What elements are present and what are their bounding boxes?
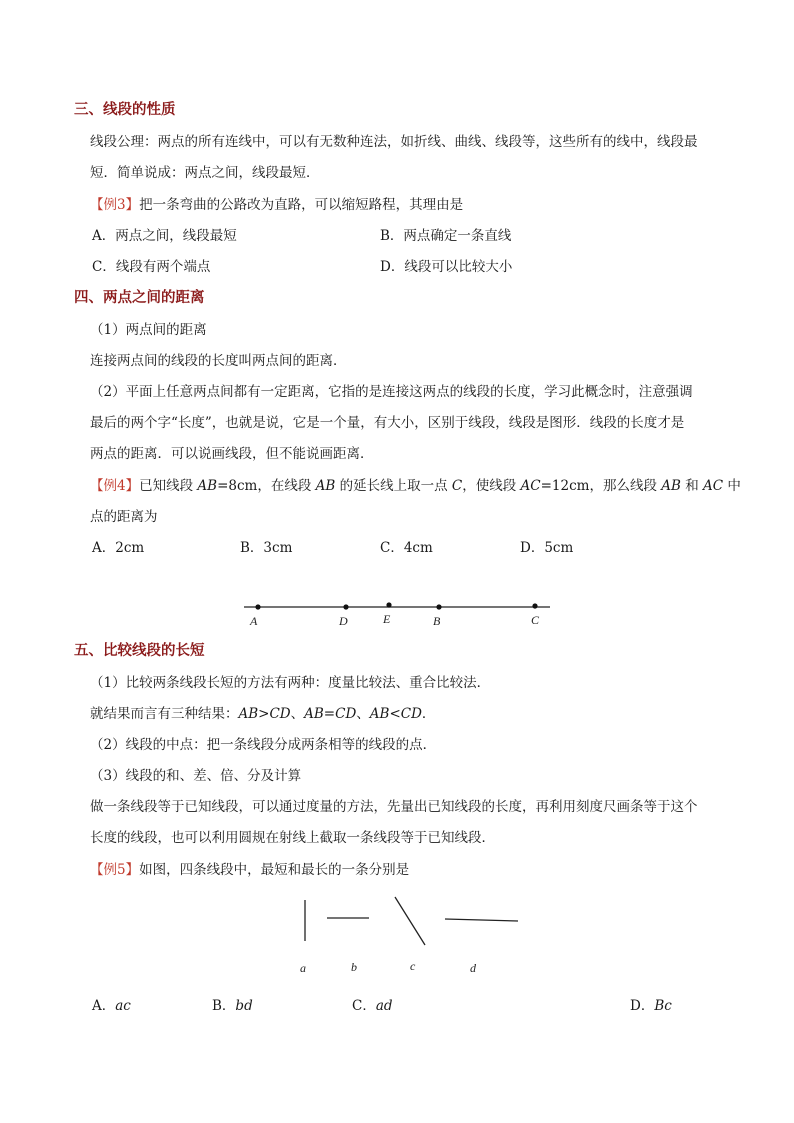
section-5-item-2-text: （2）线段的中点：把一条线段分成两条相等的线段的点． [90, 737, 437, 753]
example-4-question-line-1 [90, 476, 741, 496]
option-prefix: C． [352, 998, 376, 1014]
section-4-item-2-line-1: （2）平面上任意两点间都有一定距离，它指的是连接这两点的线段的长度，学习此概念时，注意强调 [90, 384, 693, 400]
section-4-item-1-text: 连接两点间的线段的长度叫两点间的距离． [90, 353, 347, 369]
example-3-option-d: D．线段可以比较大小 [380, 259, 513, 275]
point-b [436, 604, 441, 609]
point-d [343, 604, 348, 609]
q-var: AB [661, 478, 681, 494]
q-var: AC [520, 478, 541, 494]
point-e [386, 602, 391, 607]
example-3-option-b: B．两点确定一条直线 [380, 228, 512, 244]
q-text: 中 [723, 478, 741, 494]
option-value: ad [375, 998, 393, 1014]
example-3-option-c: C．线段有两个端点 [92, 259, 211, 275]
example-4-figure [230, 592, 570, 632]
example-4-option-c: C．4cm [380, 540, 433, 556]
label-c: C [531, 613, 540, 627]
option-value: Bc [654, 998, 672, 1014]
results-end: ． [421, 706, 436, 722]
q-text: 和 [680, 478, 704, 494]
section-4-item-1-title: （1）两点间的距离 [90, 322, 207, 338]
example-4-tag: 【例4】 [90, 478, 140, 494]
example-5-option-c [352, 996, 393, 1016]
separator: 、 [356, 706, 370, 722]
point-c [532, 603, 537, 608]
example-5-option-d [630, 996, 672, 1016]
label-b: B [433, 614, 441, 628]
section-4-item-2-line-2: 最后的两个字“长度”，也就是说，它是一个量，有大小，区别于线段，线段是图形．线段的长度才是 [90, 415, 685, 431]
example-4-option-a: A．2cm [92, 540, 145, 556]
label-d: D [339, 614, 348, 628]
option-prefix: D． [630, 998, 655, 1014]
label-c: c [410, 959, 416, 973]
result-2: AB=CD [304, 706, 357, 722]
q-var: AC [703, 478, 724, 494]
section-5-results [90, 704, 435, 724]
example-5-option-a [92, 996, 131, 1016]
section-5-item-3-title: （3）线段的和、差、倍、分及计算 [90, 768, 302, 784]
section-5-heading: 五、比较线段的长短 [74, 643, 205, 659]
q-text: ，使线段 [462, 478, 521, 494]
option-prefix: A． [92, 998, 116, 1014]
example-5-question [90, 860, 409, 880]
label-a: A [250, 614, 258, 628]
example-3-text: 把一条弯曲的公路改为直路，可以缩短路程，其理由是 [139, 197, 464, 213]
q-var: AB [197, 478, 218, 494]
option-value: bd [235, 998, 253, 1014]
section-3-heading: 三、线段的性质 [74, 102, 176, 118]
q-text: 的延长线上取一点 [335, 478, 452, 494]
separator: 、 [290, 706, 305, 722]
label-d: d [470, 961, 476, 975]
axiom-text-line-1: 线段公理：两点的所有连线中，可以有无数种连法，如折线、曲线、线段等，这些所有的线中，线段最 [90, 134, 698, 150]
section-4-item-2-line-3: 两点的距离．可以说画线段，但不能说画距离． [90, 446, 374, 462]
example-5-text: 如图，四条线段中，最短和最长的一条分别是 [139, 862, 410, 878]
option-value: ac [115, 998, 131, 1014]
result-1: AB>CD [238, 706, 291, 722]
segment-c [395, 897, 425, 945]
label-b: b [351, 960, 357, 974]
example-3-option-a: A．两点之间，线段最短 [92, 228, 237, 244]
section-4-heading: 四、两点之间的距离 [74, 290, 205, 306]
section-5-item-3-line-1: 做一条线段等于已知线段，可以通过度量的方法，先量出已知线段的长度，再利用刻度尺画条等于这个 [90, 799, 698, 815]
example-3-tag: 【例3】 [90, 197, 140, 213]
example-5-option-b [212, 996, 253, 1016]
result-3: AB<CD [369, 706, 422, 722]
section-5-item-1-text: （1）比较两条线段长短的方法有两种：度量比较法、重合比较法． [90, 675, 491, 691]
example-3-question [90, 195, 463, 215]
section-5-item-3-line-2: 长度的线段，也可以利用圆规在射线上截取一条线段等于已知线段． [90, 830, 495, 846]
q-text: =8cm，在线段 [217, 478, 316, 494]
example-4-option-b: B．3cm [240, 540, 293, 556]
option-prefix: B． [212, 998, 236, 1014]
example-5-tag: 【例5】 [90, 862, 140, 878]
example-4-option-d: D．5cm [520, 540, 574, 556]
q-var: C [451, 478, 463, 494]
label-a: a [300, 961, 306, 975]
axiom-text-line-2: 短．简单说成：两点之间，线段最短． [90, 165, 320, 181]
q-text: 已知线段 [139, 478, 198, 494]
q-text: =12cm，那么线段 [540, 478, 662, 494]
segment-d [445, 919, 518, 921]
point-a [255, 604, 260, 609]
example-4-question-line-2: 点的距离为 [90, 509, 158, 525]
label-e: E [383, 612, 391, 626]
example-5-figure [290, 892, 530, 982]
q-var: AB [315, 478, 336, 494]
results-prefix: 就结果而言有三种结果： [90, 706, 239, 722]
